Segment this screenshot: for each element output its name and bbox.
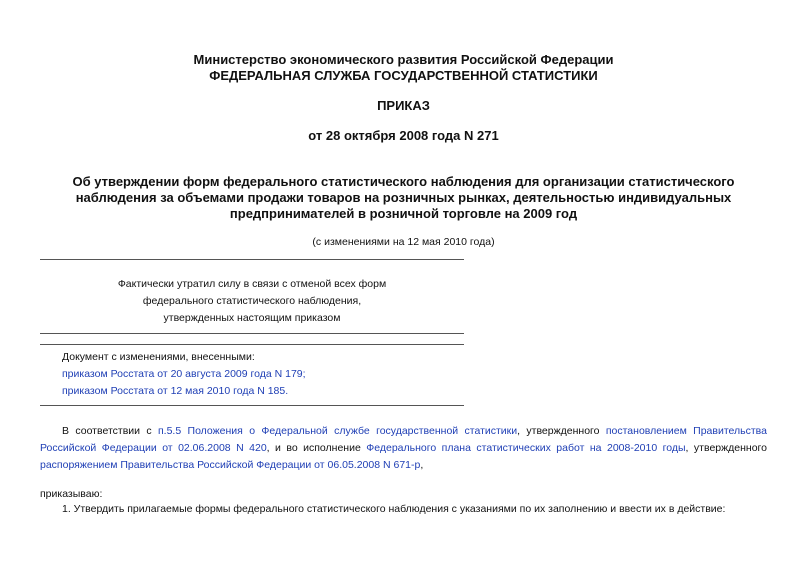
- preamble-text: ,: [420, 459, 424, 471]
- preamble-text: , и во исполнение: [266, 442, 367, 454]
- divider: [40, 259, 464, 260]
- date-number: от 28 октября 2008 года N 271: [308, 128, 499, 143]
- amendment-link-1[interactable]: приказом Росстата от 20 августа 2009 года N 179;: [62, 368, 306, 380]
- document-title-line2: наблюдения за объемами продажи товаров на розничных рынках, деятельностью индивидуальных: [75, 190, 732, 205]
- statistical-plan-link[interactable]: Федерального плана статистических работ на 2008-2010 годы: [366, 442, 686, 454]
- preamble-text: В соответствии с: [62, 425, 158, 437]
- regulation-link[interactable]: п.5.5 Положения о Федеральной службе государственной статистики: [157, 425, 518, 437]
- amendment-link-2[interactable]: приказом Росстата от 12 мая 2010 года N 185.: [62, 385, 289, 397]
- preamble-text: , утвержденного: [517, 425, 606, 437]
- doc-type-heading: ПРИКАЗ: [377, 98, 430, 113]
- document-title-line1: Об утверждении форм федерального статистического наблюдения для организации статистического: [72, 174, 735, 189]
- document-title-line3: предпринимателей в розничной торговле на 2009 год: [229, 206, 578, 221]
- preamble-paragraph: [40, 423, 767, 474]
- divider: [40, 344, 464, 345]
- item-1-text: 1. Утвердить прилагаемые формы федерального статистического наблюдения с указаниями по их заполнению и ввести их в действие:: [62, 503, 726, 515]
- government-order-link[interactable]: распоряжением Правительства Российской Федерации от 06.05.2008 N 671-р: [40, 459, 421, 471]
- government-decree-link[interactable]: постановлением Правительства Российской Федерации от 02.06.2008 N 420: [40, 425, 767, 454]
- status-notice-line1: Фактически утратил силу в связи с отменой всех форм: [117, 278, 387, 290]
- preamble-text: , утвержденного: [685, 442, 767, 454]
- divider: [40, 333, 464, 334]
- changes-note: (с изменениями на 12 мая 2010 года): [312, 236, 495, 248]
- status-notice-line3: утвержденных настоящим приказом: [163, 312, 341, 324]
- status-notice-line2: федерального статистического наблюдения,: [142, 295, 362, 307]
- order-word: приказываю:: [40, 488, 103, 500]
- divider: [40, 405, 464, 406]
- ministry-heading: Министерство экономического развития Российской Федерации: [193, 52, 614, 67]
- service-heading: ФЕДЕРАЛЬНАЯ СЛУЖБА ГОСУДАРСТВЕННОЙ СТАТИСТИКИ: [209, 68, 598, 83]
- amendments-intro: Документ с изменениями, внесенными:: [62, 351, 255, 363]
